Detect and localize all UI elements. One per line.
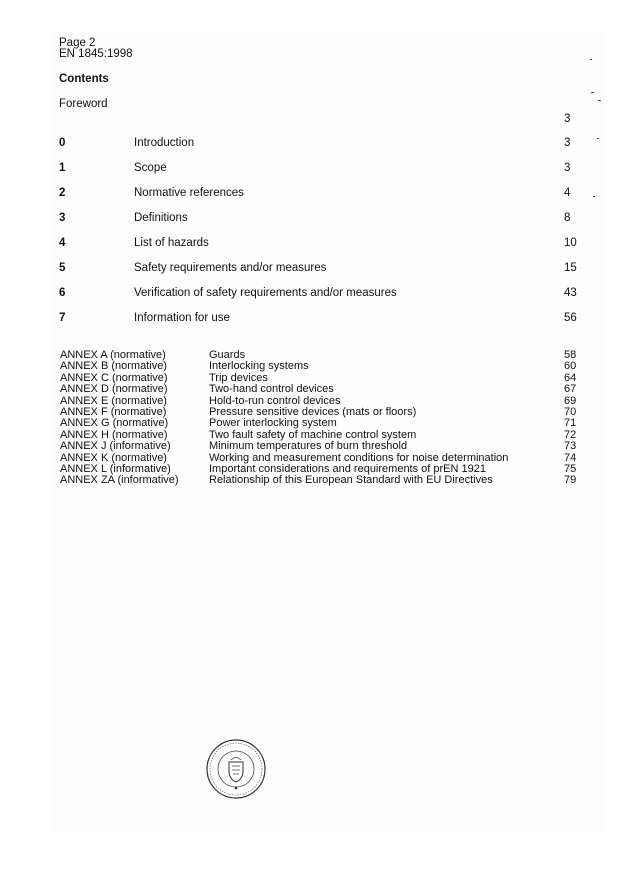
annex-page: 79 [564,474,577,487]
annex-page: 71 [564,417,577,430]
annex-title: Minimum temperatures of burn threshold [209,440,408,453]
annex-title: Two fault safety of machine control system [209,428,417,441]
official-seal-stamp [205,738,267,800]
toc-title: Scope [134,162,167,174]
scan-speck [590,59,592,60]
toc-number: 6 [59,287,66,299]
annex-title: Hold-to-run control devices [209,394,341,407]
toc-page: 56 [564,312,577,324]
annex-row [51,430,611,441]
annex-id: ANNEX A (normative) [60,349,166,361]
toc-row [51,237,611,253]
toc-title: Definitions [134,212,188,224]
foreword-page: 3 [564,113,571,125]
annex-page: 73 [564,440,577,453]
toc-row [51,312,611,328]
scan-speck [591,92,594,93]
annex-page: 67 [564,383,577,396]
annex-page: 69 [564,394,577,407]
toc-row [51,187,611,203]
annex-page: 74 [564,451,577,464]
annex-title: Interlocking systems [209,360,309,373]
annex-id: ANNEX L (informative) [60,463,171,475]
annex-row [51,361,611,372]
annex-id: ANNEX G (normative) [60,417,169,430]
annex-page: 60 [564,360,577,373]
annex-id: ANNEX C (normative) [60,371,168,384]
toc-number: 4 [59,237,66,249]
toc-row [51,212,611,228]
annex-row [51,418,611,429]
annex-row [51,373,611,384]
annex-id: ANNEX F (normative) [60,406,167,418]
toc-row [51,162,611,178]
annex-page: 75 [564,463,577,475]
toc-title: Verification of safety requirements and/or measures [134,287,397,299]
toc-page: 10 [564,237,577,249]
contents-title: Contents [59,73,109,85]
annex-page: 58 [564,349,577,361]
toc-number: 1 [59,162,66,174]
toc-page: 15 [564,262,577,274]
toc-row [51,262,611,278]
annex-row [51,475,611,486]
annex-row [51,407,611,418]
annex-row [51,350,611,361]
toc-page: 4 [564,187,571,199]
toc-page: 8 [564,212,571,224]
toc-number: 5 [59,262,66,274]
annex-id: ANNEX E (normative) [60,394,167,407]
annex-id: ANNEX D (normative) [60,383,168,396]
annex-id: ANNEX K (normative) [60,451,167,464]
annex-id: ANNEX ZA (informative) [60,474,179,487]
annex-page: 64 [564,371,577,384]
annex-title: Pressure sensitive devices (mats or floors) [209,406,417,418]
annex-page: 70 [564,406,577,418]
annex-title: Trip devices [209,371,268,384]
annex-id: ANNEX B (normative) [60,360,167,373]
foreword-label: Foreword [59,98,108,110]
scan-speck [593,196,595,197]
standard-id: EN 1845:1998 [59,48,133,60]
annex-row [51,453,611,464]
annex-title: Two-hand control devices [209,383,334,396]
annex-row [51,464,611,475]
toc-row [51,137,611,153]
scan-speck [598,100,601,101]
toc-title: Introduction [134,137,195,149]
toc-title: List of hazards [134,237,209,249]
annex-row [51,441,611,452]
annex-title: Important considerations and requirements of prEN 1921 [209,463,486,475]
toc-title: Safety requirements and/or measures [134,262,327,274]
toc-title: Normative references [134,187,244,199]
toc-title: Information for use [134,312,230,324]
toc-number: 0 [59,137,66,149]
toc-page: 3 [564,162,571,174]
annex-page: 72 [564,428,577,441]
annex-title: Power interlocking system [209,417,337,430]
annex-id: ANNEX J (informative) [60,440,171,453]
annex-row [51,384,611,395]
annex-id: ANNEX H (normative) [60,428,168,441]
page-label: Page 2 [59,37,96,49]
annex-row [51,396,611,407]
annex-title: Guards [209,349,246,361]
scan-speck [597,138,599,139]
toc-page: 43 [564,287,577,299]
toc-page: 3 [564,137,571,149]
toc-number: 7 [59,312,66,324]
toc-row [51,287,611,303]
annex-title: Working and measurement conditions for noise determination [209,451,509,464]
toc-number: 3 [59,212,66,224]
toc-number: 2 [59,187,66,199]
annex-title: Relationship of this European Standard with EU Directives [209,474,493,487]
